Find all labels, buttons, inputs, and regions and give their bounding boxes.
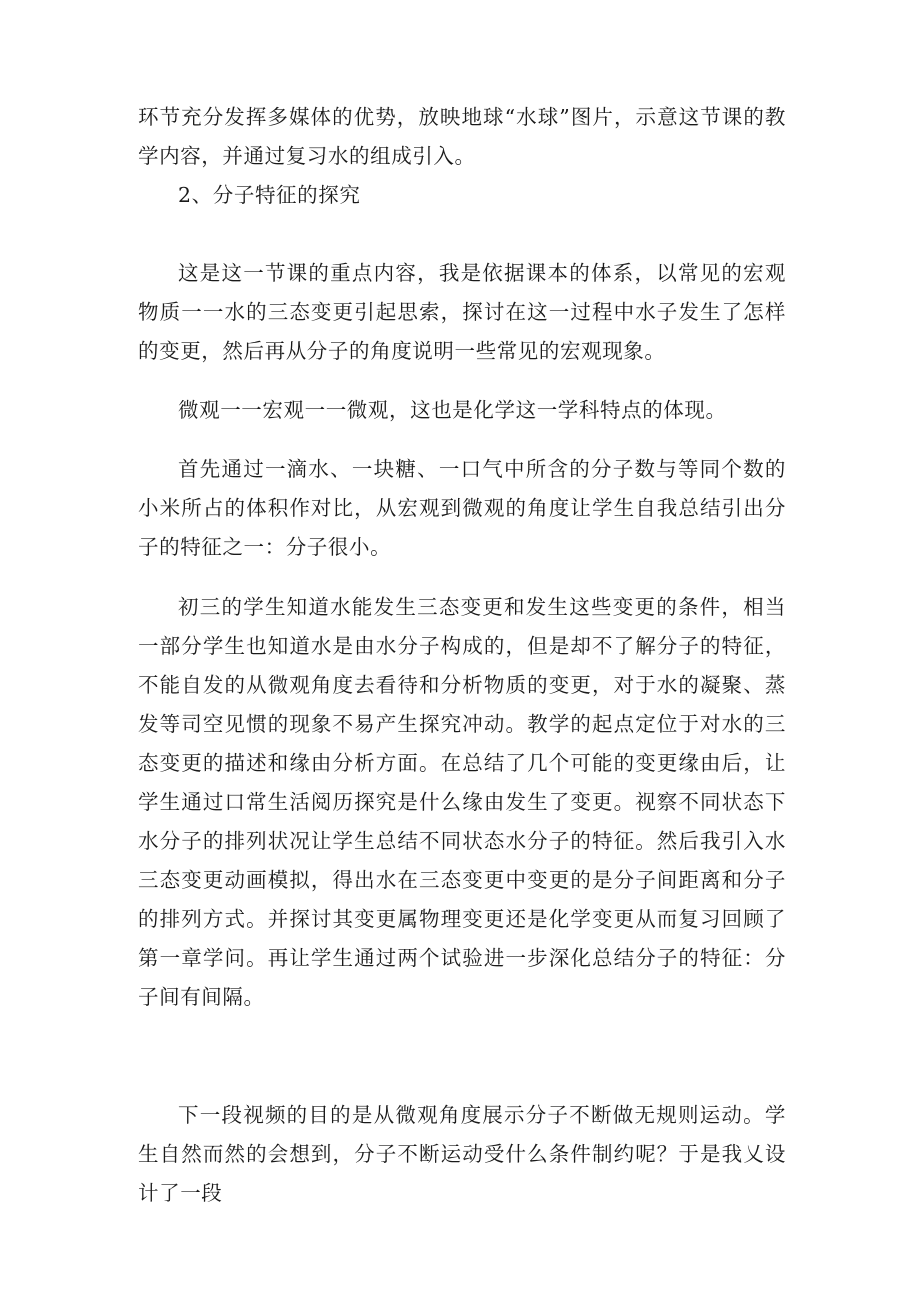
paragraph-video-motion: 下一段视频的目的是从微观角度展示分子不断做无规则运动。学生自然而然的会想到，分子不断运动受什么条件制约呢？于是我乂设计了一段: [138, 1103, 786, 1205]
paragraph-molecule-small: 首先通过一滴水、一块糖、一口气中所含的分子数与等同个数的小米所占的体积作对比，从宏观到微观的角度让学生自我总结引出分子的特征之一：分子很小。: [138, 457, 786, 559]
paragraph-key-content: 这是这一节课的重点内容，我是依据课本的体系，以常见的宏观物质一一水的三态变更引起思索，探讨在这一过程中水子发生了怎样的变更，然后再从分子的角度说明一些常见的宏观现象。: [138, 261, 786, 363]
paragraph-three-states: 初三的学生知道水能发生三态变更和发生这些变更的条件，相当一部分学生也知道水是由水分子构成的，但是却不了解分子的特征，不能自发的从微观角度去看待和分析物质的变更，对于水的凝聚、蒸发等司空见惯的现象不易产生探究冲动。教学的起点定位于对水的三态变更的描述和缘由分析方面。在总结了几个可能的变更缘由后，让学生通过口常生活阅历探究是什么缘由发生了变更。视察不同状态下水分子的排列状况让学生总结不同状态水分子的特征。然后我引入水三态变更动画模拟，得出水在三态变更中变更的是分子间距离和分子的排列方式。并探讨其变更属物理变更还是化学变更从而复习回顾了第一章学问。再让学生通过两个试验进一步深化总结分子的特征：分子间有间隔。: [138, 595, 786, 1009]
section-heading: 2、分子特征的探究: [178, 183, 361, 207]
paragraph-micro-macro: 微观一一宏观一一微观，这也是化学这一学科特点的体现。: [178, 398, 727, 422]
paragraph-intro-continuation: 环节充分发挥多媒体的优势，放映地球“水球”图片，示意这节课的教学内容，并通过复习水的组成引入。: [138, 105, 786, 168]
